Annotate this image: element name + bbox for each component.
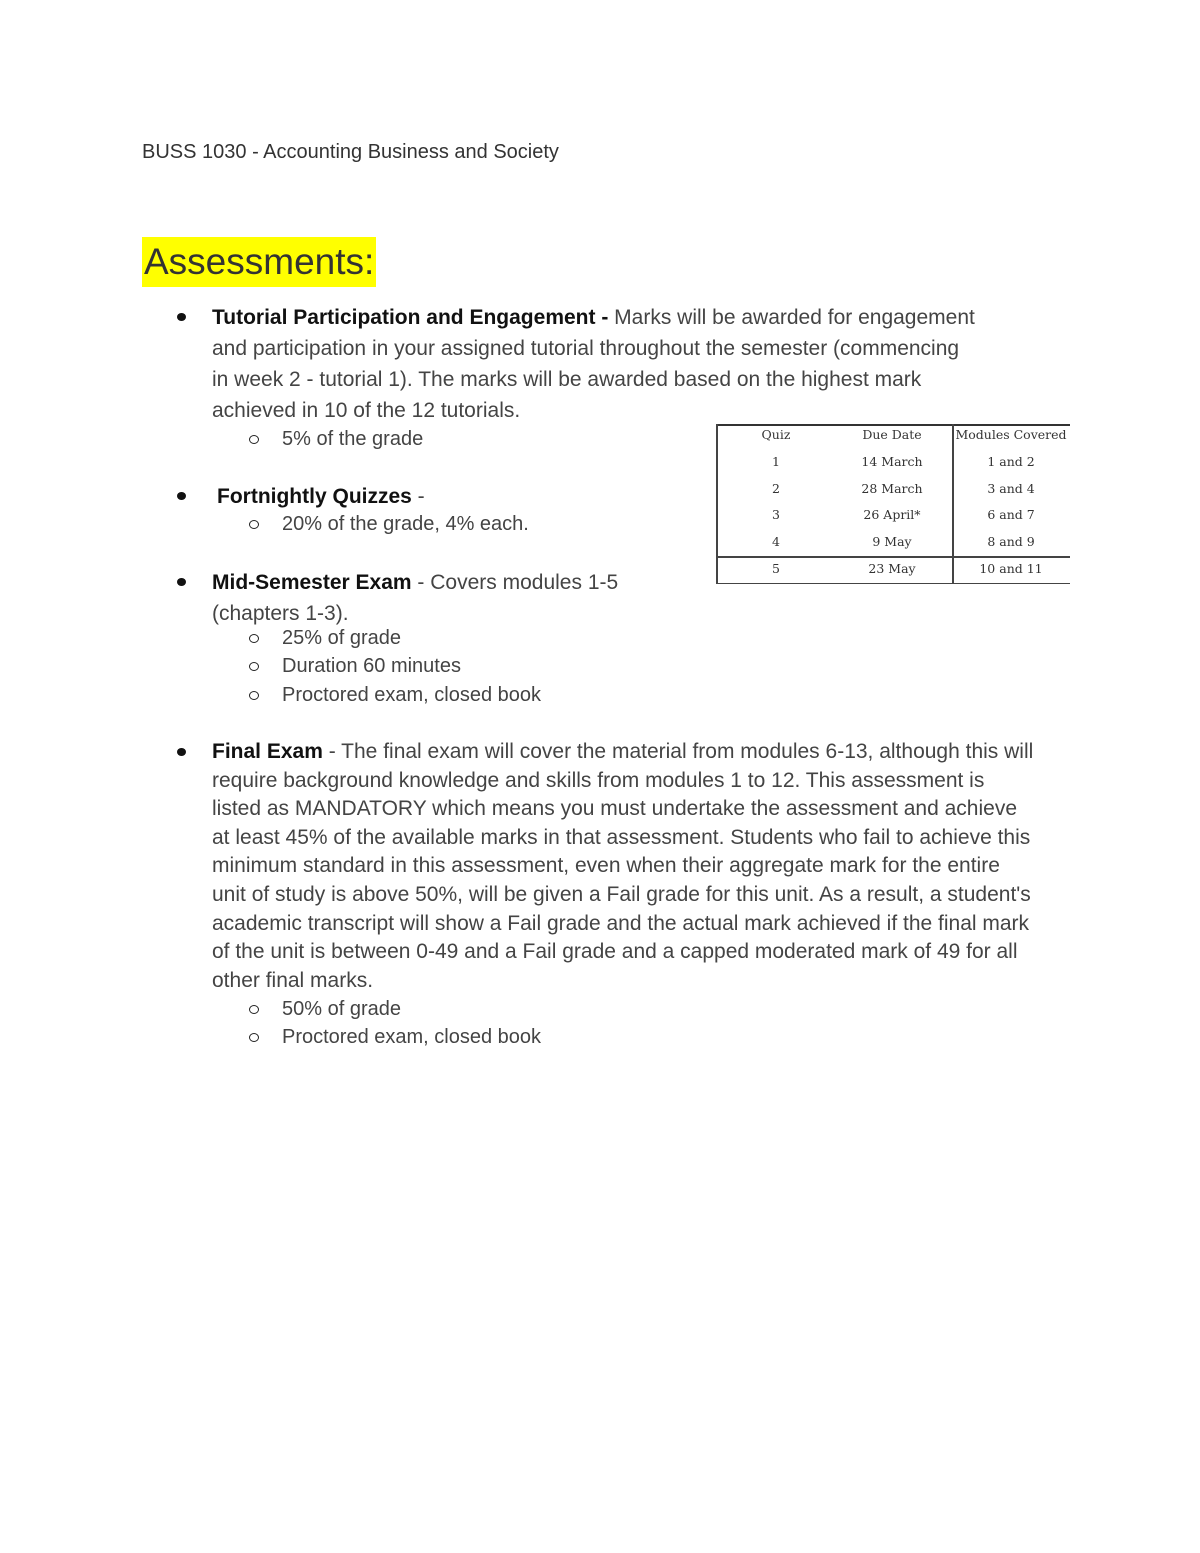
- table-border: [716, 424, 718, 584]
- tutorial-line: in week 2 - tutorial 1). The marks will be awarded based on the highest mark: [212, 368, 922, 391]
- table-header: Due Date: [862, 427, 922, 442]
- table-divider: [716, 556, 1070, 558]
- circle-bullet-icon: [249, 634, 259, 643]
- table-cell: 3: [772, 507, 780, 522]
- tutorial-line: Marks will be awarded for engagement: [608, 306, 975, 329]
- quizzes-title: Fortnightly Quizzes: [217, 485, 412, 508]
- circle-bullet-icon: [249, 435, 259, 444]
- final-line: of the unit is between 0-49 and a Fail grade and a capped moderated mark of 49 for all: [212, 940, 1018, 964]
- midsem-title: Mid-Semester Exam: [212, 571, 412, 594]
- table-cell: 2: [772, 481, 780, 496]
- bullet-icon: [177, 748, 186, 756]
- table-header: Quiz: [761, 427, 791, 442]
- final-line: minimum standard in this assessment, even when their aggregate mark for the entire: [212, 854, 1000, 878]
- final-line: require background knowledge and skills from modules 1 to 12. This assessment is: [212, 768, 985, 792]
- circle-bullet-icon: [249, 691, 259, 700]
- tutorial-line: and participation in your assigned tutorial throughout the semester (commencing: [212, 337, 960, 360]
- bullet-icon: [177, 578, 186, 586]
- sub-item: Proctored exam, closed book: [282, 681, 541, 710]
- tutorial-line: achieved in 10 of the 12 tutorials.: [212, 399, 521, 422]
- final-line: other final marks.: [212, 968, 374, 992]
- table-divider: [952, 424, 954, 584]
- sub-item: Proctored exam, closed book: [282, 1023, 541, 1052]
- table-cell: 10 and 11: [979, 561, 1043, 576]
- circle-bullet-icon: [249, 1005, 259, 1014]
- final-line: listed as MANDATORY which means you must undertake the assessment and achieve: [212, 797, 1018, 821]
- final-line: at least 45% of the available marks in that assessment. Students who fail to achieve this: [212, 825, 1031, 849]
- table-border: [716, 424, 1070, 426]
- bullet-icon: [177, 313, 186, 321]
- sub-item: 20% of the grade, 4% each.: [282, 510, 529, 539]
- sub-item: 50% of grade: [282, 995, 401, 1024]
- table-cell: 5: [772, 561, 780, 576]
- table-cell: 14 March: [861, 454, 923, 469]
- sub-item: 5% of the grade: [282, 425, 423, 454]
- midsem-line: (chapters 1-3).: [212, 602, 349, 625]
- table-cell: 4: [772, 534, 780, 549]
- circle-bullet-icon: [249, 662, 259, 671]
- quiz-schedule-table: [716, 424, 1070, 584]
- assessments-heading: Assessments:: [142, 237, 376, 287]
- final-title: Final Exam: [212, 740, 323, 763]
- table-cell: 1 and 2: [987, 454, 1035, 469]
- table-cell: 23 May: [868, 561, 916, 576]
- table-cell: 28 March: [861, 481, 923, 496]
- list-item-final-exam: Final Exam - The final exam will cover the material from modules 6-13, although this will require background knowledge and skills from modules 1 to 12. This assessment is listed as MANDATORY which means you must undertake the assessment and achieve at least 45% of the available marks in that assessment. Students who fail to achieve this minimum standard in this assessment, even when their aggregate mark for the entire unit of study is above 50%, will be given a Fail grade for this unit. As a result, a student's academic transcript will show a Fail grade and the actual mark achieved if the final mark of the unit is between 0-49 and a Fail grade and a capped moderated mark of 49 for all other final marks.: [212, 738, 1062, 995]
- course-title: BUSS 1030 - Accounting Business and Society: [142, 141, 559, 163]
- sub-item: 25% of grade: [282, 624, 401, 653]
- list-item-tutorial: [212, 302, 1062, 426]
- table-header: Modules Covered: [955, 427, 1067, 442]
- tutorial-title: Tutorial Participation and Engagement -: [212, 306, 609, 329]
- list-item-midsem: Mid-Semester Exam - Covers modules 1-5 (chapters 1-3).: [212, 567, 652, 629]
- table-cell: 1: [772, 454, 780, 469]
- sub-item: Duration 60 minutes: [282, 652, 461, 681]
- table-cell: 9 May: [872, 534, 912, 549]
- circle-bullet-icon: [249, 520, 259, 529]
- circle-bullet-icon: [249, 1033, 259, 1042]
- final-line: unit of study is above 50%, will be given a Fail grade for this unit. As a result, a student's: [212, 882, 1031, 906]
- table-cell: 26 April*: [863, 507, 921, 522]
- table-cell: 6 and 7: [987, 507, 1035, 522]
- final-line: academic transcript will show a Fail grade and the actual mark achieved if the final mark: [212, 911, 1030, 935]
- list-item-quizzes: Fortnightly Quizzes -: [212, 481, 652, 512]
- table-border: [716, 583, 1070, 585]
- table-cell: 8 and 9: [987, 534, 1035, 549]
- table-cell: 3 and 4: [987, 481, 1035, 496]
- bullet-icon: [177, 492, 186, 500]
